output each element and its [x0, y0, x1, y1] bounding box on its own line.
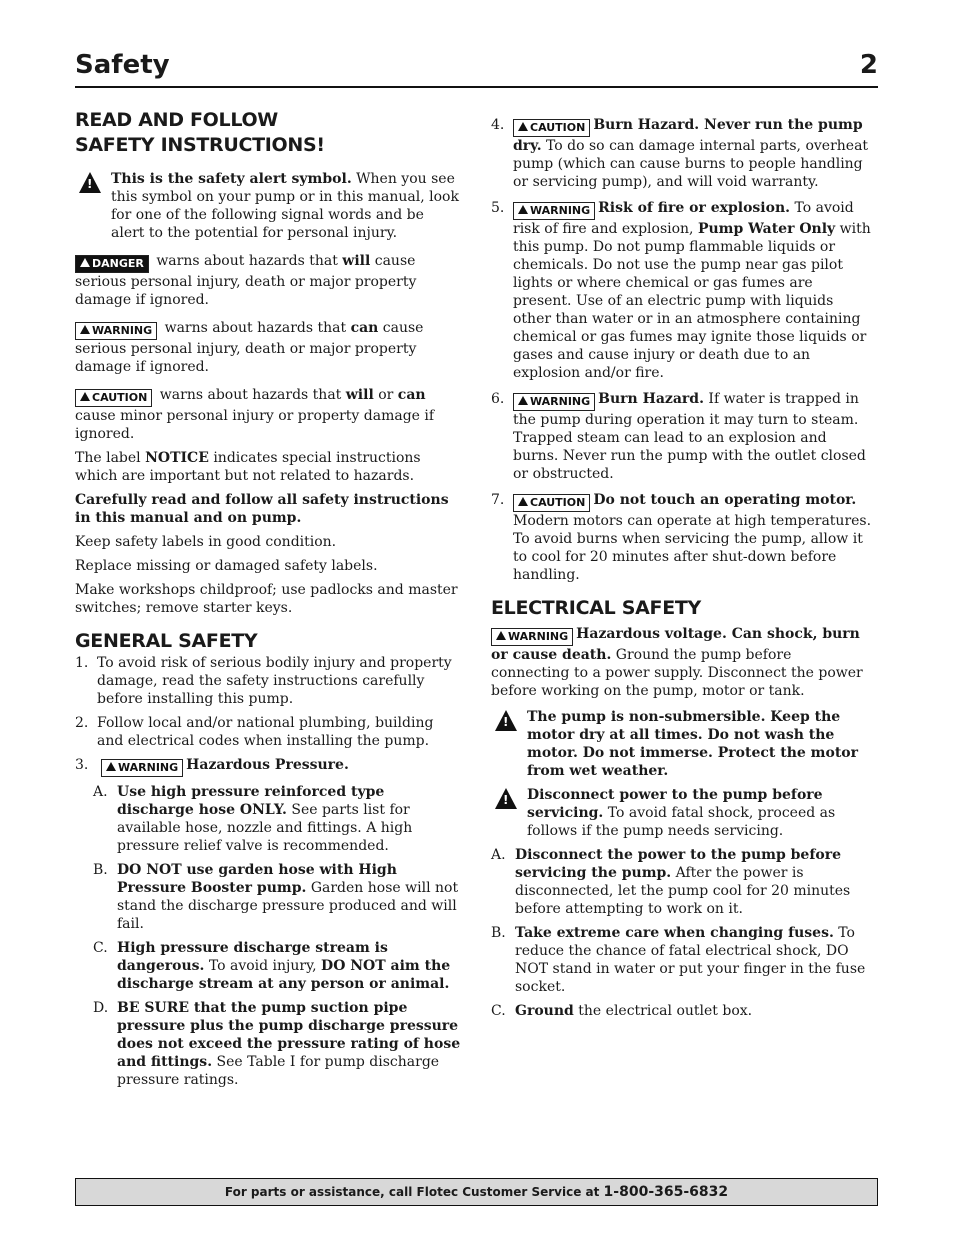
warning-badge: WARNING [513, 202, 595, 220]
warning-triangle-icon [518, 396, 528, 405]
electrical-item-a: A. Disconnect the power to the pump before servicing the pump. After the power is disconnected, let the pump cool for 20 minutes before attempting to work on it. [491, 847, 851, 917]
general-item-6: 6. WARNING Burn Hazard. If water is trapped in the pump during operation it may turn to steam. Trapped steam can lead to an explosion and burns. Never run the pump with the outlet closed or obstructed. [491, 391, 866, 482]
customer-service-phone: 1-800-365-6832 [603, 1184, 729, 1200]
safety-alert-icon [495, 788, 517, 809]
general-item-3a: A. Use high pressure reinforced type discharge hose ONLY. See parts list for available hose, nozzle and fittings. A high pressure relief valve is recommended. [93, 784, 413, 854]
caution-triangle-icon [80, 392, 90, 401]
replace-labels-text: Replace missing or damaged safety labels. [75, 558, 378, 574]
general-item-7: 7. CAUTION Do not touch an operating motor. Modern motors can operate at high temperatures. To avoid burns when servicing the pump, allow it to cool for 20 minutes after shut-down before handling. [491, 492, 872, 583]
danger-badge: DANGER [75, 255, 149, 273]
electrical-item-c: C. Ground the electrical outlet box. [491, 1003, 753, 1019]
warning-triangle-icon [106, 762, 116, 771]
warning-definition: WARNING warns about hazards that can cause serious personal injury, death or major property damage if ignored. [75, 320, 424, 375]
non-submersible-alert: ! The pump is non-submersible. Keep the motor dry at all times. Do not wash the motor. Do not immerse. Protect the motor from wet weather. [491, 708, 874, 780]
general-item-3b: B. DO NOT use garden hose with High Pressure Booster pump. Garden hose will not stand the discharge pressure produced and will fail. [93, 862, 459, 932]
general-item-5: 5. WARNING Risk of fire or explosion. To avoid risk of fire and explosion, Pump Water Only with this pump. Do not pump flammable liquids or chemicals. Do not use the pump near gas pilot lights or where chemical or gas fumes are present. Use of an electric pump with liquids other than water or in an atmosphere containing chemical or gas fumes may ignite those liquids or gases and cause injury or death due to an explosion and/or fire. [491, 200, 871, 381]
safety-alert-intro: ! This is the safety alert symbol. When you see this symbol on your pump or in this manual, look for one of the following signal words and be alert to the potential for personal injury. [75, 170, 461, 242]
warning-badge: WARNING [101, 759, 183, 777]
caution-triangle-icon [518, 122, 528, 131]
careful-read-text: Carefully read and follow all safety instructions in this manual and on pump. [75, 492, 449, 526]
electrical-warning: WARNING Hazardous voltage. Can shock, burn or cause death. Ground the pump before connecting to a power supply. Disconnect the power before working on the pump, motor or tank. [491, 626, 863, 699]
general-item-3: 3. WARNING Hazardous Pressure. [75, 756, 461, 777]
page-number: 2 [859, 50, 878, 80]
general-item-3c: C. High pressure discharge stream is dangerous. To avoid injury, DO NOT aim the discharge stream at any person or animal. [93, 940, 451, 992]
caution-badge: CAUTION [75, 389, 152, 407]
caution-badge: CAUTION [513, 119, 590, 137]
warning-badge: WARNING [513, 393, 595, 411]
general-item-1: 1. To avoid risk of serious bodily injury and property damage, read the safety instructions carefully before installing this pump. [75, 655, 452, 707]
page-header [75, 50, 878, 88]
notice-definition: The label NOTICE indicates special instructions which are important but not related to hazards. [75, 450, 421, 484]
electrical-item-b: B. Take extreme care when changing fuses. To reduce the chance of fatal electrical shock, DO NOT stand in water or put your finger in the fuse socket. [491, 925, 866, 995]
keep-labels-text: Keep safety labels in good condition. [75, 534, 337, 550]
general-item-2: 2. Follow local and/or national plumbing, building and electrical codes when installing the pump. [75, 715, 434, 749]
warning-badge: WARNING [75, 322, 157, 340]
caution-triangle-icon [518, 497, 528, 506]
warning-triangle-icon [80, 325, 90, 334]
caution-definition: CAUTION warns about hazards that will or can cause minor personal injury or property damage if ignored. [75, 387, 435, 442]
warning-triangle-icon [518, 205, 528, 214]
section-title-electrical-safety: ELECTRICAL SAFETY [491, 597, 702, 619]
page-title: Safety [75, 50, 170, 80]
safety-alert-icon [495, 710, 517, 731]
safety-alert-icon [79, 172, 101, 193]
caution-badge: CAUTION [513, 494, 590, 512]
warning-triangle-icon [496, 631, 506, 640]
footer-contact-bar: For parts or assistance, call Flotec Customer Service at 1-800-365-6832 [75, 1178, 878, 1206]
section-title-general-safety: GENERAL SAFETY [75, 630, 258, 652]
left-column [75, 108, 461, 1095]
warning-badge: WARNING [491, 628, 573, 646]
right-column [491, 116, 874, 1026]
general-item-3d: D. BE SURE that the pump suction pipe pressure plus the pump discharge pressure does not exceed the pressure rating of hose and fittings. See Table I for pump discharge pressure ratings. [93, 1000, 461, 1088]
general-item-4: 4. CAUTION Burn Hazard. Never run the pump dry. To do so can damage internal parts, overheat pump (which can cause burns to people handling or servicing pump), and will void warranty. [491, 117, 869, 190]
disconnect-power-alert: ! Disconnect power to the pump before servicing. To avoid fatal shock, proceed as follows if the pump needs servicing. [491, 786, 874, 840]
danger-definition: DANGER warns about hazards that will cause serious personal injury, death or major property damage if ignored. [75, 253, 417, 308]
childproof-text: Make workshops childproof; use padlocks and master switches; remove starter keys. [75, 582, 458, 616]
section-title-read-follow: READ AND FOLLOW SAFETY INSTRUCTIONS! [75, 109, 325, 156]
danger-triangle-icon [80, 258, 90, 267]
